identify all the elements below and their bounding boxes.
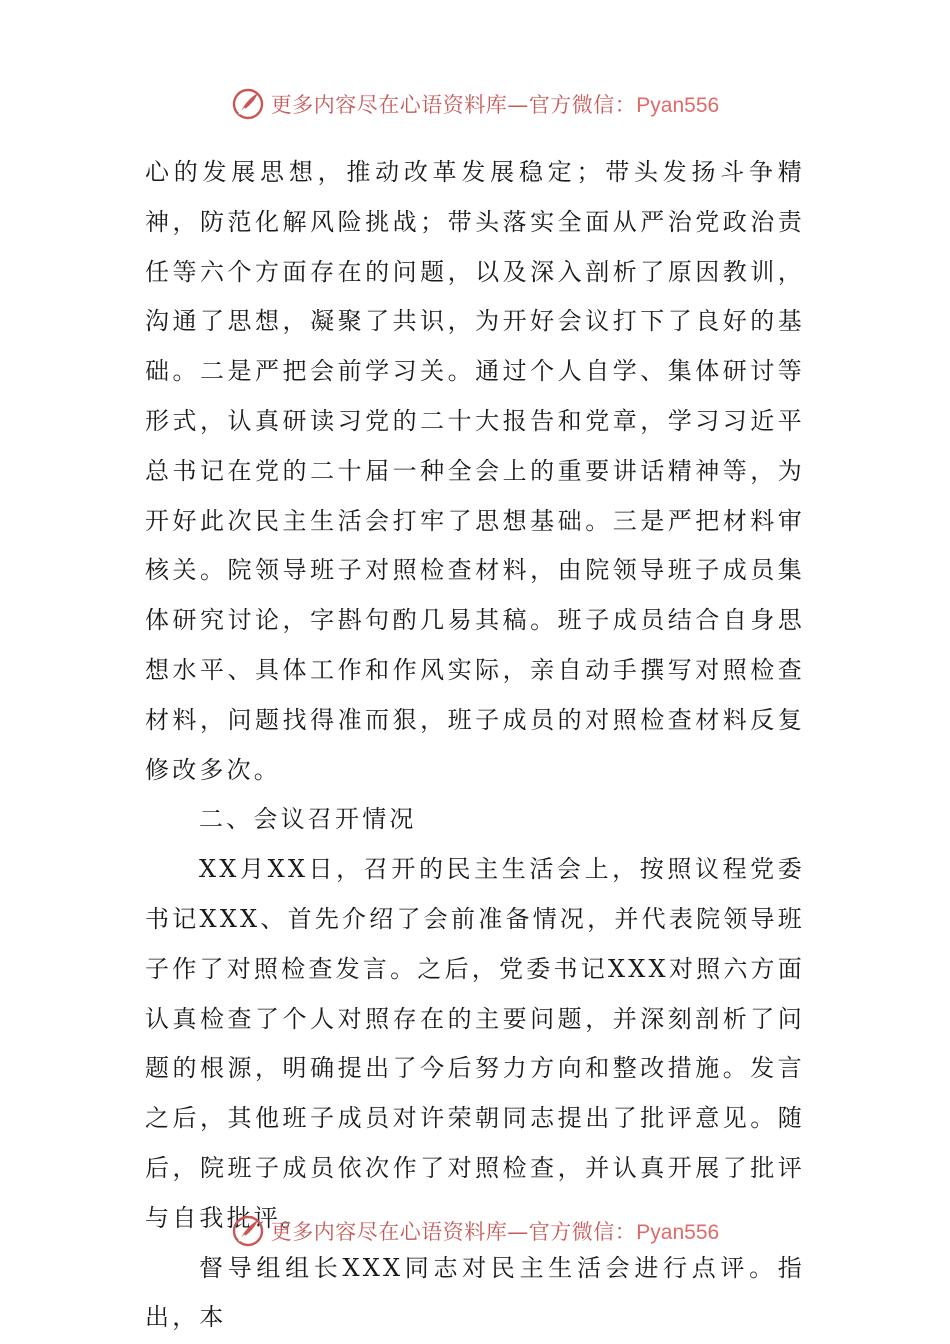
- footer-banner-text: 更多内容尽在心语资料库—官方微信：Pyan556: [270, 1220, 720, 1244]
- footer-banner: [0, 1211, 950, 1251]
- wechat-handle: Pyan556: [636, 1221, 720, 1244]
- header-banner-text: 更多内容尽在心语资料库—官方微信：Pyan556: [270, 93, 720, 117]
- document-body: [145, 148, 805, 1343]
- paragraph-preparation: 心的发展思想，推动改革发展稳定；带头发扬斗争精神，防范化解风险挑战；带头落实全面从严治党政治责任等六个方面存在的问题，以及深入剖析了原因教训，沟通了思想，凝聚了共识，为开好会议打下了良好的基础。二是严把会前学习关。通过个人自学、集体研讨等形式，认真研读习党的二十大报告和党章，学习习近平总书记在党的二十届一种全会上的重要讲话精神等，为开好此次民主生活会打牢了思想基础。三是严把材料审核关。院领导班子对照检查材料，由院领导班子成员集体研究讨论，字斟句酌几易其稿。班子成员结合自身思想水平、具体工作和作风实际，亲自动手撰写对照检查材料，问题找得准而狠，班子成员的对照检查材料反复修改多次。: [145, 158, 805, 784]
- quill-logo-icon: [231, 1214, 265, 1248]
- header-banner: [0, 84, 950, 124]
- wechat-handle: Pyan556: [636, 94, 720, 117]
- paragraph-meeting: XX月XX日，召开的民主生活会上，按照议程党委书记XXX、首先介绍了会前准备情况，并代表院领导班子作了对照检查发言。之后，党委书记XXX对照六方面认真检查了个人对照存在的主要问题，并深刻剖析了问题的根源，明确提出了今后努力方向和整改措施。发言之后，其他班子成员对许荣朝同志提出了批评意见。随后，院班子成员依次作了对照检查，并认真开展了批评与自我批评。: [145, 855, 805, 1232]
- paragraph-review: 督导组组长XXX同志对民主生活会进行点评。指出，本: [145, 1253, 805, 1332]
- quill-logo-icon: [231, 87, 265, 121]
- section-heading: 二、会议召开情况: [199, 805, 417, 834]
